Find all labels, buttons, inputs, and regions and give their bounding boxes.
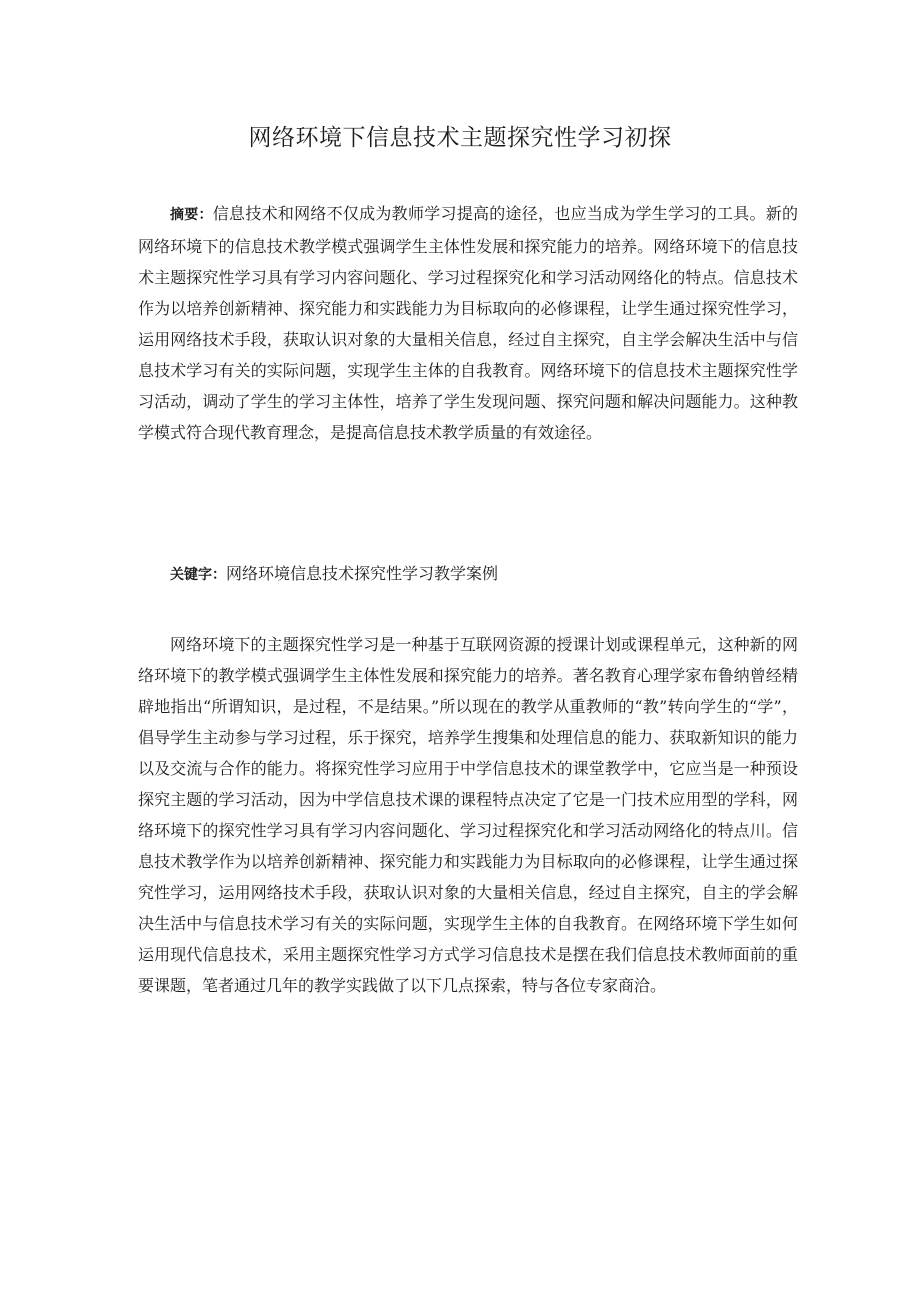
keywords-label: 关键字：	[170, 567, 226, 583]
abstract-text: 信息技术和网络不仅成为教师学习提高的途径，也应当成为学生学习的工具。新的网络环境下的信息技术教学模式强调学生主体性发展和探究能力的培养。网络环境下的信息技术主题探究性学习具有学习内容问题化、学习过程探究化和学习活动网络化的特点。信息技术作为以培养创新精神、探究能力和实践能力为目标取向的必修课程，让学生通过探究性学习，运用网络技术手段，获取认识对象的大量相关信息，经过自主探究，自主学会解决生活中与信息技术学习有关的实际问题，实现学生主体的自我教育。网络环境下的信息技术主题探究性学习活动，调动了学生的学习主体性，培养了学生发现问题、探究问题和解决问题能力。这种教学模式符合现代教育理念，是提高信息技术教学质量的有效途径。	[138, 204, 798, 442]
keywords-text: 网络环境信息技术探究性学习教学案例	[226, 564, 499, 583]
keywords-paragraph	[138, 558, 798, 591]
body-paragraph: 网络环境下的主题探究性学习是一种基于互联网资源的授课计划或课程单元，这种新的网络环境下的教学模式强调学生主体性发展和探究能力的培养。著名教育心理学家布鲁纳曾经精辟地指出“所谓知识，是过程，不是结果。”所以现在的教学从重教师的“教”转向学生的“学”，倡导学生主动参与学习过程，乐于探究，培养学生搜集和处理信息的能力、获取新知识的能力以及交流与合作的能力。将探究性学习应用于中学信息技术的课堂教学中，它应当是一种预设探究主题的学习活动，因为中学信息技术课的课程特点决定了它是一门技术应用型的学科，网络环境下的探究性学习具有学习内容问题化、学习过程探究化和学习活动网络化的特点川。信息技术教学作为以培养创新精神、探究能力和实践能力为目标取向的必修课程，让学生通过探究性学习，运用网络技术手段，获取认识对象的大量相关信息，经过自主探究，自主的学会解决生活中与信息技术学习有关的实际问题，实现学生主体的自我教育。在网络环境下学生如何运用现代信息技术，采用主题探究性学习方式学习信息技术是摆在我们信息技术教师面前的重要课题，笔者通过几年的教学实践做了以下几点探索，特与各位专家商洽。	[138, 635, 798, 995]
abstract-label: 摘要：	[170, 207, 213, 223]
document-title: 网络环境下信息技术主题探究性学习初探	[248, 125, 672, 151]
abstract-paragraph	[138, 198, 798, 448]
